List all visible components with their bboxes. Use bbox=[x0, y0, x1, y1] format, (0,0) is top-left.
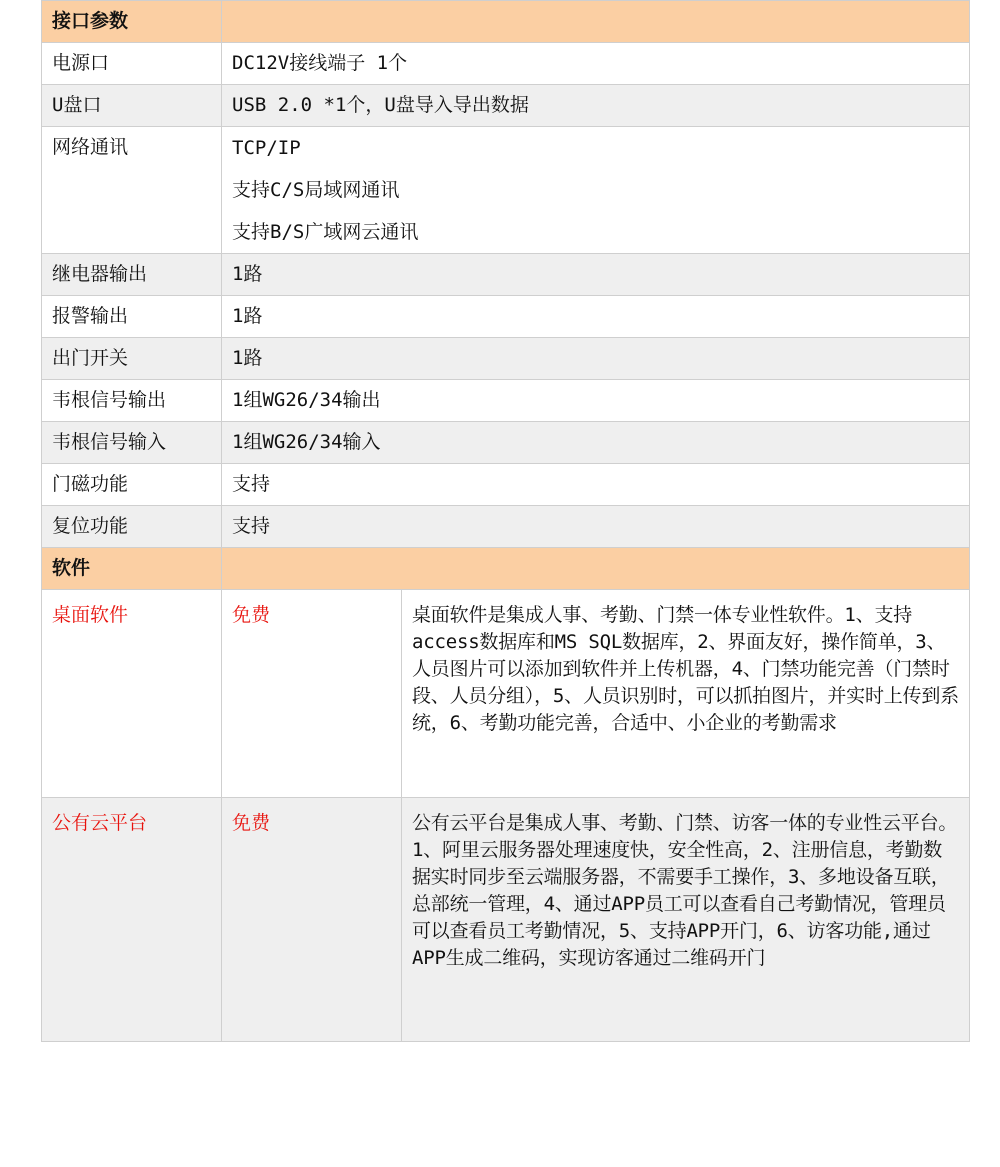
row-value: 1路 bbox=[222, 338, 970, 380]
table-row bbox=[42, 43, 970, 85]
row-label: 网络通讯 bbox=[42, 127, 222, 254]
row-value: 1路 bbox=[222, 254, 970, 296]
row-value: 支持 bbox=[222, 464, 970, 506]
row-label: 复位功能 bbox=[42, 506, 222, 548]
row-label: 出门开关 bbox=[42, 338, 222, 380]
software-price: 免费 bbox=[222, 590, 402, 798]
row-label: 电源口 bbox=[42, 43, 222, 85]
network-line: TCP/IP bbox=[232, 137, 301, 159]
row-label: 门磁功能 bbox=[42, 464, 222, 506]
section-header-software bbox=[42, 548, 970, 590]
software-name: 桌面软件 bbox=[42, 590, 222, 798]
table-row bbox=[42, 296, 970, 338]
row-value: 1路 bbox=[222, 296, 970, 338]
software-name: 公有云平台 bbox=[42, 798, 222, 1042]
row-label: 韦根信号输出 bbox=[42, 380, 222, 422]
row-label: U盘口 bbox=[42, 85, 222, 127]
row-label: 继电器输出 bbox=[42, 254, 222, 296]
row-value: 1组WG26/34输入 bbox=[222, 422, 970, 464]
table-row bbox=[42, 254, 970, 296]
software-description: 桌面软件是集成人事、考勤、门禁一体专业性软件。1、支持access数据库和MS SQL数据库，2、界面友好，操作简单，3、人员图片可以添加到软件并上传机器，4、门禁功能完善（门禁时段、人员分组），5、人员识别时，可以抓拍图片，并实时上传到系统，6、考勤功能完善，合适中、小企业的考勤需求 bbox=[402, 590, 970, 798]
row-value bbox=[222, 127, 970, 254]
table-row bbox=[42, 380, 970, 422]
table-row bbox=[42, 338, 970, 380]
network-line: 支持B/S广域网云通讯 bbox=[232, 221, 419, 243]
software-row bbox=[42, 590, 970, 798]
table-row bbox=[42, 127, 970, 254]
spec-table bbox=[41, 0, 970, 1042]
row-value: USB 2.0 *1个，U盘导入导出数据 bbox=[222, 85, 970, 127]
software-price: 免费 bbox=[222, 798, 402, 1042]
table-row bbox=[42, 464, 970, 506]
section-title: 接口参数 bbox=[42, 1, 222, 43]
table-row bbox=[42, 85, 970, 127]
network-line: 支持C/S局域网通讯 bbox=[232, 179, 400, 201]
row-value: DC12V接线端子 1个 bbox=[222, 43, 970, 85]
row-label: 韦根信号输入 bbox=[42, 422, 222, 464]
software-description: 公有云平台是集成人事、考勤、门禁、访客一体的专业性云平台。1、阿里云服务器处理速度快，安全性高，2、注册信息，考勤数据实时同步至云端服务器，不需要手工操作，3、多地设备互联，总部统一管理，4、通过APP员工可以查看自己考勤情况，管理员可以查看员工考勤情况，5、支持APP开门，6、访客功能,通过APP生成二维码，实现访客通过二维码开门 bbox=[402, 798, 970, 1042]
section-header-interface bbox=[42, 1, 970, 43]
table-row bbox=[42, 422, 970, 464]
row-value: 支持 bbox=[222, 506, 970, 548]
software-row bbox=[42, 798, 970, 1042]
table-row bbox=[42, 506, 970, 548]
row-label: 报警输出 bbox=[42, 296, 222, 338]
section-title: 软件 bbox=[42, 548, 222, 590]
row-value: 1组WG26/34输出 bbox=[222, 380, 970, 422]
